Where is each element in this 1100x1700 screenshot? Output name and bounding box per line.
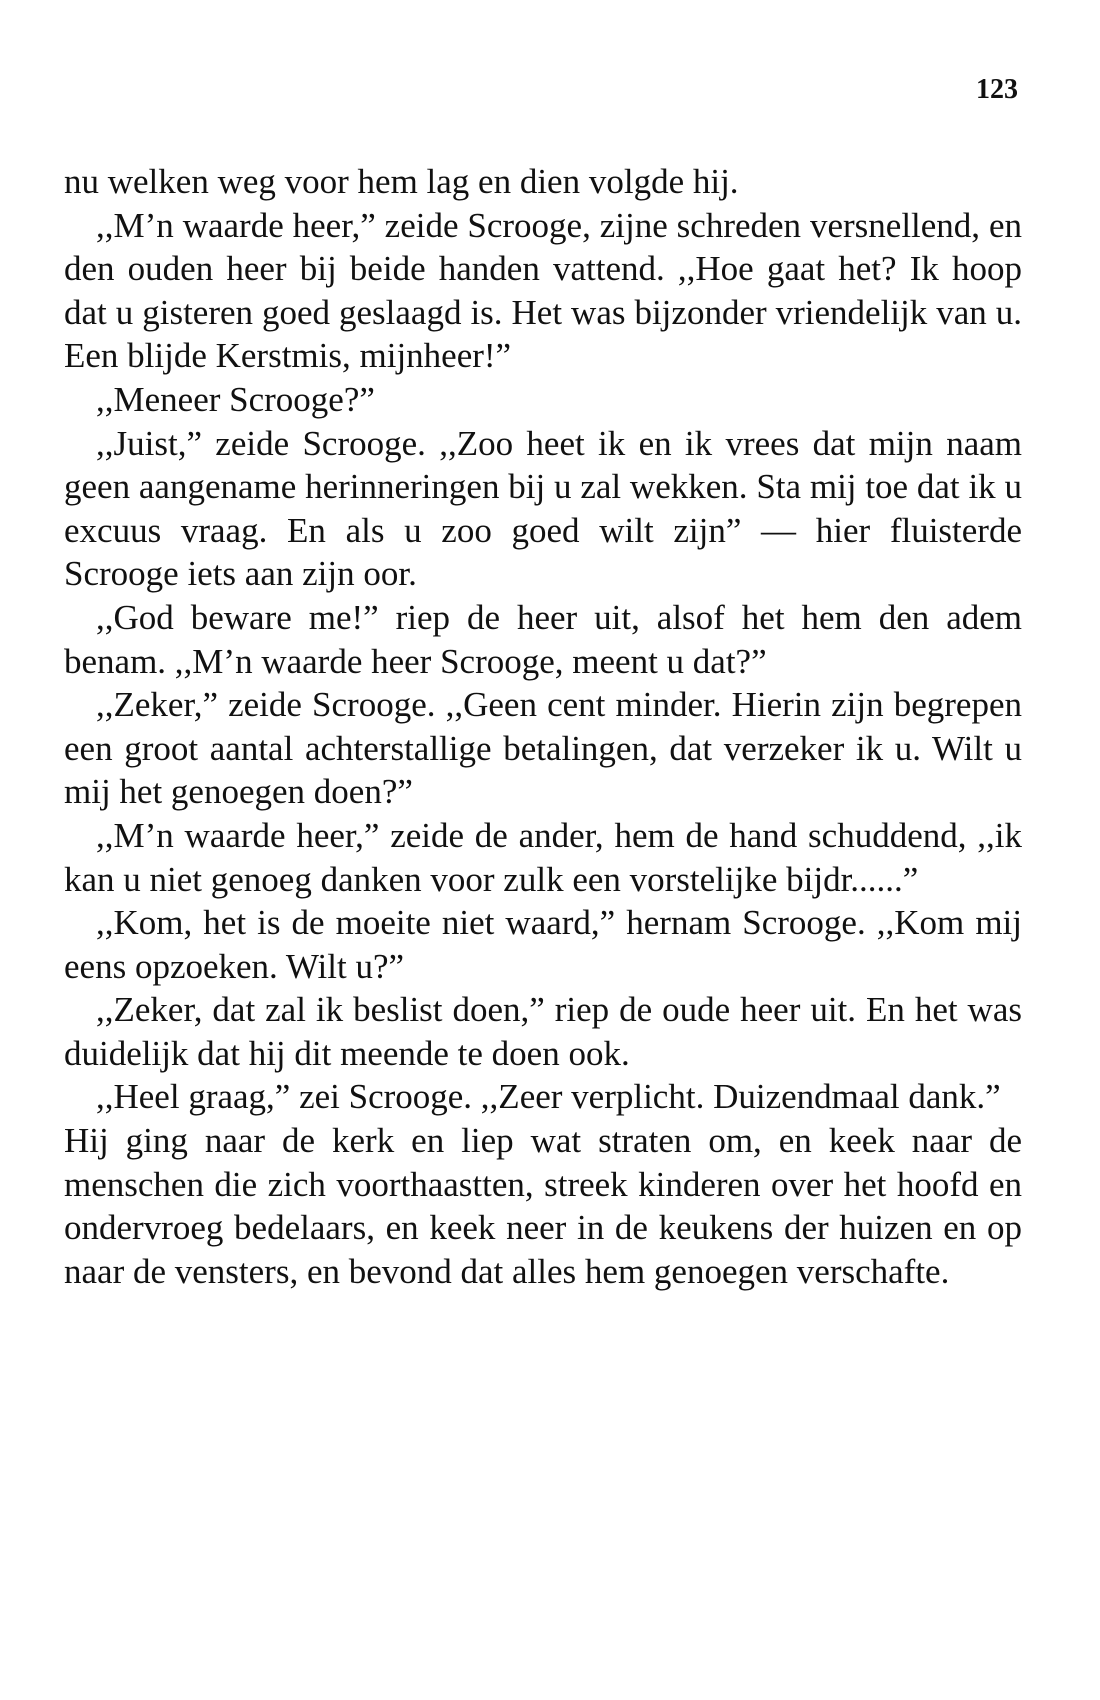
paragraph: ,,God beware me!” riep de heer uit, alsof het hem den adem benam. ,,M’n waarde heer Scrooge, meent u dat?” (64, 597, 1022, 681)
paragraph: ,,Zeker,” zeide Scrooge. ,,Geen cent minder. Hierin zijn begrepen een groot aantal achterstallige betalingen, dat verzeker ik u. Wilt u mij het genoegen doen?” (64, 685, 1022, 812)
paragraph: ,,Kom, het is de moeite niet waard,” hernam Scrooge. ,,Kom mij eens opzoeken. Wilt u?” (64, 903, 1022, 986)
paragraph: ,,Juist,” zeide Scrooge. ,,Zoo heet ik en ik vrees dat mijn naam geen aangename herinneringen bij u zal wekken. Sta mij toe dat ik u excuus vraag. En als u zoo goed wilt zijn” — hier fluisterde Scrooge iets aan zijn oor. (64, 423, 1022, 594)
page-number: 123 (976, 74, 1018, 105)
paragraph: nu welken weg voor hem lag en dien volgde hij. (64, 162, 739, 201)
paragraph: Hij ging naar de kerk en liep wat straten om, en keek naar de menschen die zich voorthaastten, streek kinderen over het hoofd en ondervroeg bedelaars, en keek neer in de keukens der huizen en op naar de vensters, en bevond dat alles hem genoegen verschafte. (64, 1121, 1022, 1291)
paragraph: ,,Zeker, dat zal ik beslist doen,” riep de oude heer uit. En het was duidelijk dat hij dit meende te doen ook. (64, 990, 1022, 1073)
body-text (64, 160, 1022, 1293)
paragraph: ,,Heel graag,” zei Scrooge. ,,Zeer verplicht. Duizendmaal dank.” (96, 1077, 1001, 1117)
paragraph: ,,Meneer Scrooge?” (96, 379, 375, 419)
paragraph: ,,M’n waarde heer,” zeide de ander, hem de hand schuddend, ,,ik kan u niet genoeg danken voor zulk een vorstelijke bijdr......” (64, 815, 1022, 899)
paragraph: ,,M’n waarde heer,” zeide Scrooge, zijne schreden versnellend, en den ouden heer bij beide handen vattend. ,,Hoe gaat het? Ik hoop dat u gisteren goed geslaagd is. Het was bijzonder vriendelijk van u. Een blijde Kerstmis, mijnheer!” (64, 205, 1022, 376)
